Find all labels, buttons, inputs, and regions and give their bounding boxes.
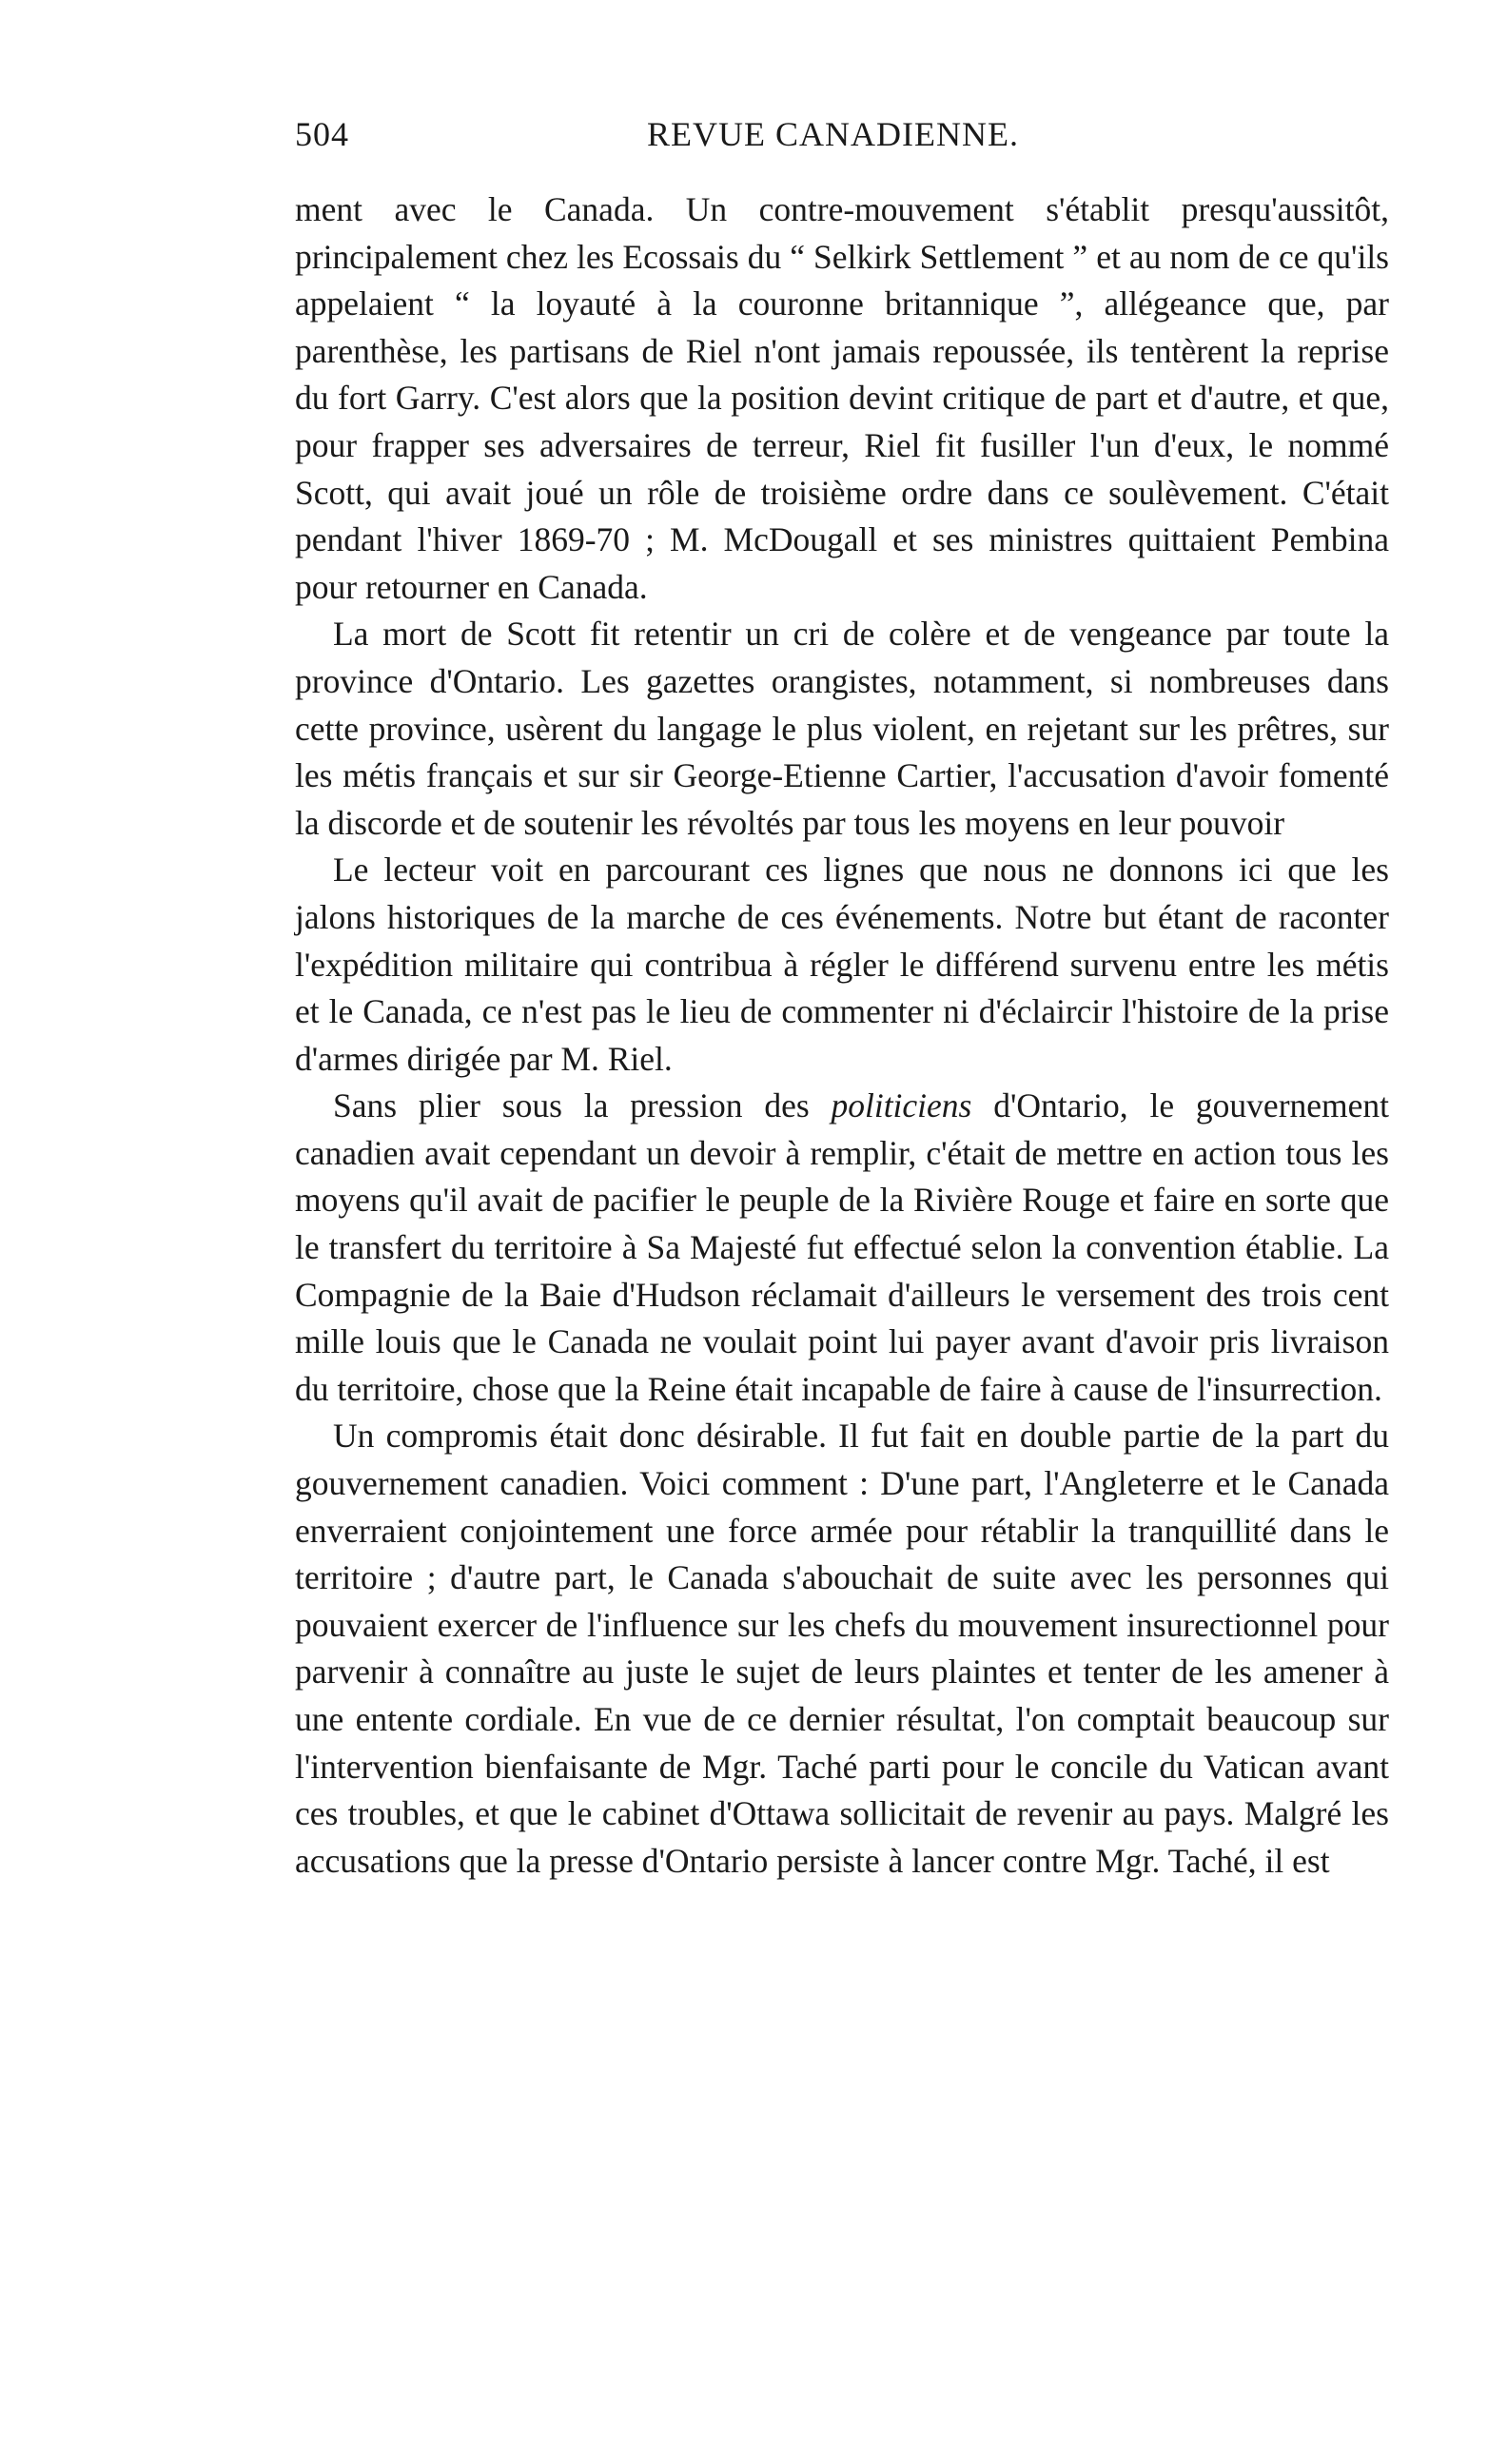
paragraph-1: ment avec le Canada. Un contre-mouvement s'établit presqu'aussitôt, principalement chez les Ecossais du “ Selkirk Settlement ” et au nom de ce qu'ils appelaient “ la loyauté à la couronne britannique ”, allégeance que, par parenthèse, les partisans de Riel n'ont jamais repoussée, ils tentèrent la reprise du fort Garry. C'est alors que la position devint critique de part et d'autre, et que, pour frapper ses adversaires de terreur, Riel fit fusiller l'un d'eux, le nommé Scott, qui avait joué un rôle de troisième ordre dans ce soulèvement. C'était pendant l'hiver 1869-70 ; M. McDougall et ses ministres quittaient Pembina pour retourner en Canada.: [295, 190, 1389, 606]
paragraph-4-after: d'Ontario, le gouvernement canadien avait cependant un devoir à remplir, c'était de mettre en action tous les moyens qu'il avait de pacifier le peuple de la Rivière Rouge et faire en sorte que le transfert du territoire à Sa Majesté fut effectué selon la convention établie. La Compagnie de la Baie d'Hudson réclamait d'ailleurs le versement des trois cent mille louis que le Canada ne voulait point lui payer avant d'avoir pris livraison du territoire, chose que la Reine était incapable de faire à cause de l'insurrection.: [295, 1086, 1389, 1408]
paragraph-2: La mort de Scott fit retentir un cri de colère et de vengeance par toute la province d'Ontario. Les gazettes orangistes, notamment, si nombreuses dans cette province, usèrent du langage le plus violent, en rejetant sur les prêtres, sur les métis français et sur sir George-Etienne Cartier, l'accusation d'avoir fomenté la discorde et de soutenir les révoltés par tous les moyens en leur pouvoir: [295, 615, 1389, 842]
paragraph-3: Le lecteur voit en parcourant ces lignes que nous ne donnons ici que les jalons historiques de la marche de ces événements. Notre but étant de raconter l'expédition militaire qui contribua à régler le différend survenu entre les métis et le Canada, ce n'est pas le lieu de commenter ni d'éclaircir l'histoire de la prise d'armes dirigée par M. Riel.: [295, 851, 1389, 1078]
paragraph-5: Un compromis était donc désirable. Il fut fait en double partie de la part du gouvernement canadien. Voici comment : D'une part, l'Angleterre et le Canada enverraient conjointement une force armée pour rétablir la tranquillité dans le territoire ; d'autre part, le Canada s'abouchait de suite avec les personnes qui pouvaient exercer de l'influence sur les chefs du mouvement insurectionnel pour parvenir à connaître au juste le sujet de leurs plaintes et tenter de les amener à une entente cordiale. En vue de ce dernier résultat, l'on comptait beaucoup sur l'intervention bienfaisante de Mgr. Taché parti pour le concile du Vatican avant ces troubles, et que le cabinet d'Ottawa sollicitait de revenir au pays. Malgré les accusations que la presse d'Ontario persiste à lancer contre Mgr. Taché, il est: [295, 1417, 1389, 1880]
running-head: [295, 114, 1132, 162]
page-number: 504: [295, 115, 349, 153]
italic-politiciens: politiciens: [831, 1086, 972, 1125]
paragraph-4-before: Sans plier sous la pression des: [333, 1086, 832, 1125]
body-text: [295, 186, 1389, 1885]
journal-title: REVUE CANADIENNE.: [647, 115, 1019, 153]
paragraph-4: [295, 1083, 1389, 1413]
